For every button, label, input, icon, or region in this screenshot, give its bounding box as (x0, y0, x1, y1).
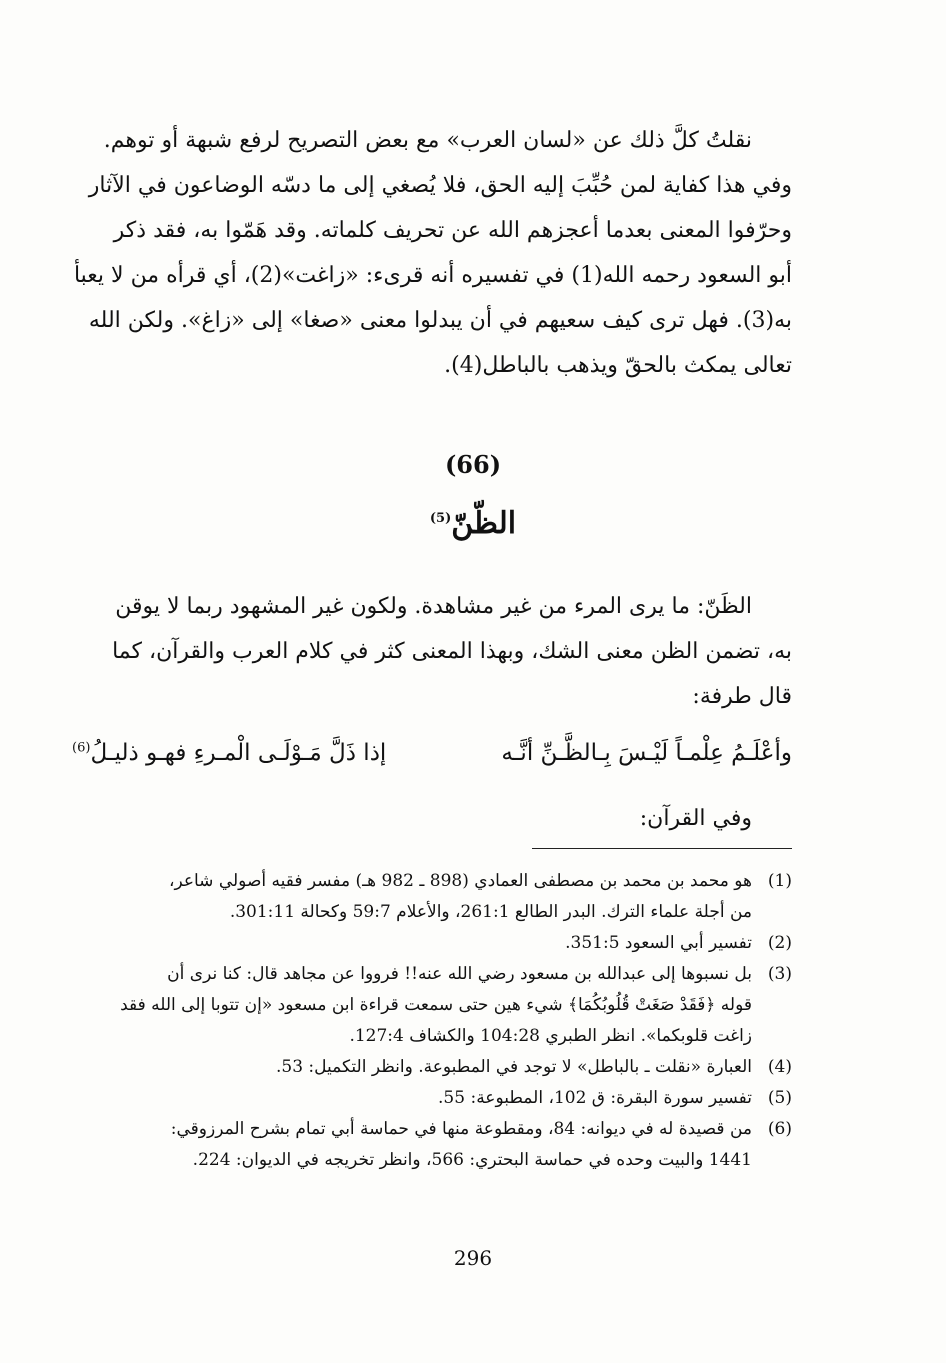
text-line: وفي هذا كفاية لمن حُبِّبَ إليه الحق، فلا يُصغي إلى ما دسّه الوضاعون في الآثار (88, 173, 792, 198)
footnote (72, 1114, 792, 1176)
entry-title-text: الظّنّ (451, 506, 517, 541)
text-line: وحرّفوا المعنى بعدما أعجزهم الله عن تحريف كلماته. وقد هَمّوا به، فقد ذكر (113, 218, 792, 243)
footnotes (72, 866, 792, 1176)
verse-hemistich-second-wrap (72, 728, 386, 778)
footnote-number: (3) (767, 964, 792, 984)
footnote-text (72, 1052, 752, 1083)
footnote-divider (532, 848, 792, 849)
page-number: 296 (453, 1246, 493, 1270)
footnote (72, 959, 792, 1052)
text-line: أبو السعود رحمه الله(1) في تفسيره أنه قرىء: «زاغت»(2)، أي قرأه من لا يعبأ (73, 263, 792, 288)
body-paragraph (72, 584, 792, 719)
footnote-line: قوله ﴿فَقَدْ صَغَتْ قُلُوبُكُمَا﴾ شيء هين حتى سمعت قراءة ابن مسعود «إن تتوبا إلى الله فقد (120, 995, 752, 1015)
text-line: وفي القرآن: (639, 806, 752, 831)
footnote-number: (1) (767, 871, 792, 891)
entry-number: (66) (444, 450, 502, 479)
footnote-ref: (6) (72, 740, 91, 756)
poetry-verse (72, 728, 792, 778)
footnote-line: العبارة «نقلت ـ بالباطل» لا توجد في المطبوعة. وانظر التكميل: 53. (275, 1057, 752, 1077)
footnote-ref: (5) (429, 511, 452, 526)
footnote-line: من أجلة علماء الترك. البدر الطالع 261:1، والأعلام 59:7 وكحالة 301:11. (229, 902, 752, 922)
verse-hemistich-first: وأعْلَـمُ عِلْمـاً لَيْـسَ بِـالظَّـنِّ أنَّـه (501, 740, 792, 766)
footnote-number: (4) (767, 1057, 792, 1077)
top-paragraph (72, 118, 792, 388)
footnote-line: من قصيدة له في ديوانه: 84، ومقطوعة منها في حماسة أبي تمام بشرح المرزوقي: (170, 1119, 752, 1139)
footnote (72, 866, 792, 928)
footnote-line: تفسير أبي السعود 351:5. (565, 933, 752, 953)
footnote (72, 928, 792, 959)
text-line: به(3). فهل ترى كيف سعيهم في أن يبدلوا معنى «صغا» إلى «زاغ». ولكن الله (88, 308, 792, 333)
text-line: تعالى يمكث بالحقّ ويذهب بالباطل(4). (444, 353, 792, 378)
footnote (72, 1052, 792, 1083)
footnote-number: (2) (767, 933, 792, 953)
footnote-number: (5) (767, 1088, 792, 1108)
footnote-text (72, 1083, 752, 1114)
footnote-number: (6) (767, 1119, 792, 1139)
footnote-text (72, 928, 752, 959)
footnote-line: 1441 والبيت وحده في حماسة البحتري: 566، وانظر تخريجه في الديوان: 224. (192, 1150, 752, 1170)
text-line: الظَنّ: ما يرى المرء من غير مشاهدة. ولكون غير المشهود ربما لا يوقن (115, 594, 752, 619)
text-line: نقلتُ كلَّ ذلك عن «لسان العرب» مع بعض التصريح لرفع شبهة أو توهم. (103, 128, 752, 153)
after-verse-line (72, 796, 792, 841)
footnote-line: تفسير سورة البقرة: ق 102، المطبوعة: 55. (438, 1088, 752, 1108)
footnote-text (72, 959, 752, 1052)
footnote-line: هو محمد بن محمد بن مصطفى العمادي (898 ـ 982 هـ) مفسر فقيه أصولي شاعر، (168, 871, 752, 891)
footnote-line: زاغت قلوبكما». انظر الطبري 104:28 والكشاف 127:4. (349, 1026, 752, 1046)
footnote-line: بل نسبوها إلى عبدالله بن مسعود رضي الله عنه!! فرووا عن مجاهد قال: كنا نرى أن (167, 964, 752, 984)
footnote (72, 1083, 792, 1114)
entry-title (0, 506, 946, 541)
text-line: قال طرفة: (692, 684, 792, 709)
verse-hemistich-second: إذا ذَلَّ مَـوْلَـى الْمـرءِ فهـو ذليـلُ (90, 740, 387, 766)
footnote-text (72, 1114, 752, 1176)
text-line: به، تضمن الظن معنى الشك، وبهذا المعنى كثر في كلام العرب والقرآن، كما (112, 639, 792, 664)
footnote-text (72, 866, 752, 928)
